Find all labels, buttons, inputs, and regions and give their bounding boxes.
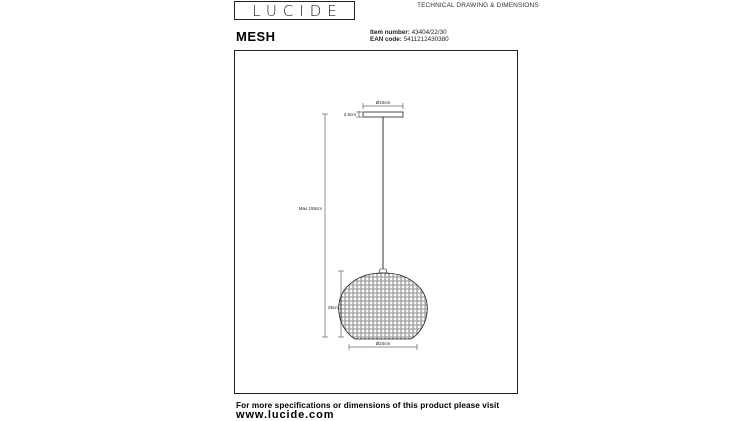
ean-value: 5411212430380 <box>403 36 449 43</box>
dim-label-canopy-diameter: Ø10cm <box>375 100 391 105</box>
shade-fitting <box>379 269 387 273</box>
item-number-row <box>370 29 447 36</box>
lucide-logo <box>234 1 355 20</box>
canopy <box>363 112 403 117</box>
dim-label-max-height: Max 155cm <box>298 206 322 211</box>
dim-label-shade-diameter: Ø24cm <box>375 341 391 346</box>
ean-row <box>370 36 449 43</box>
item-number-value: 43404/22/30 <box>411 29 447 36</box>
technical-drawing <box>235 51 519 395</box>
document-subtitle: TECHNICAL DRAWING & DIMENSIONS <box>417 2 539 9</box>
mesh-shade <box>339 273 428 339</box>
dim-label-shade-height: 25cm <box>327 305 339 310</box>
item-number-label: Item number: <box>370 29 410 36</box>
ean-label: EAN code: <box>370 36 402 43</box>
dim-label-canopy-height: 2.5cm <box>343 112 356 117</box>
logo-text: LUCIDE <box>252 1 343 20</box>
drawing-frame <box>234 50 518 394</box>
product-name: MESH <box>236 29 276 44</box>
website-link[interactable]: www.lucide.com <box>236 409 335 421</box>
footer-text: For more specifications or dimensions of this product please visit <box>236 401 500 410</box>
